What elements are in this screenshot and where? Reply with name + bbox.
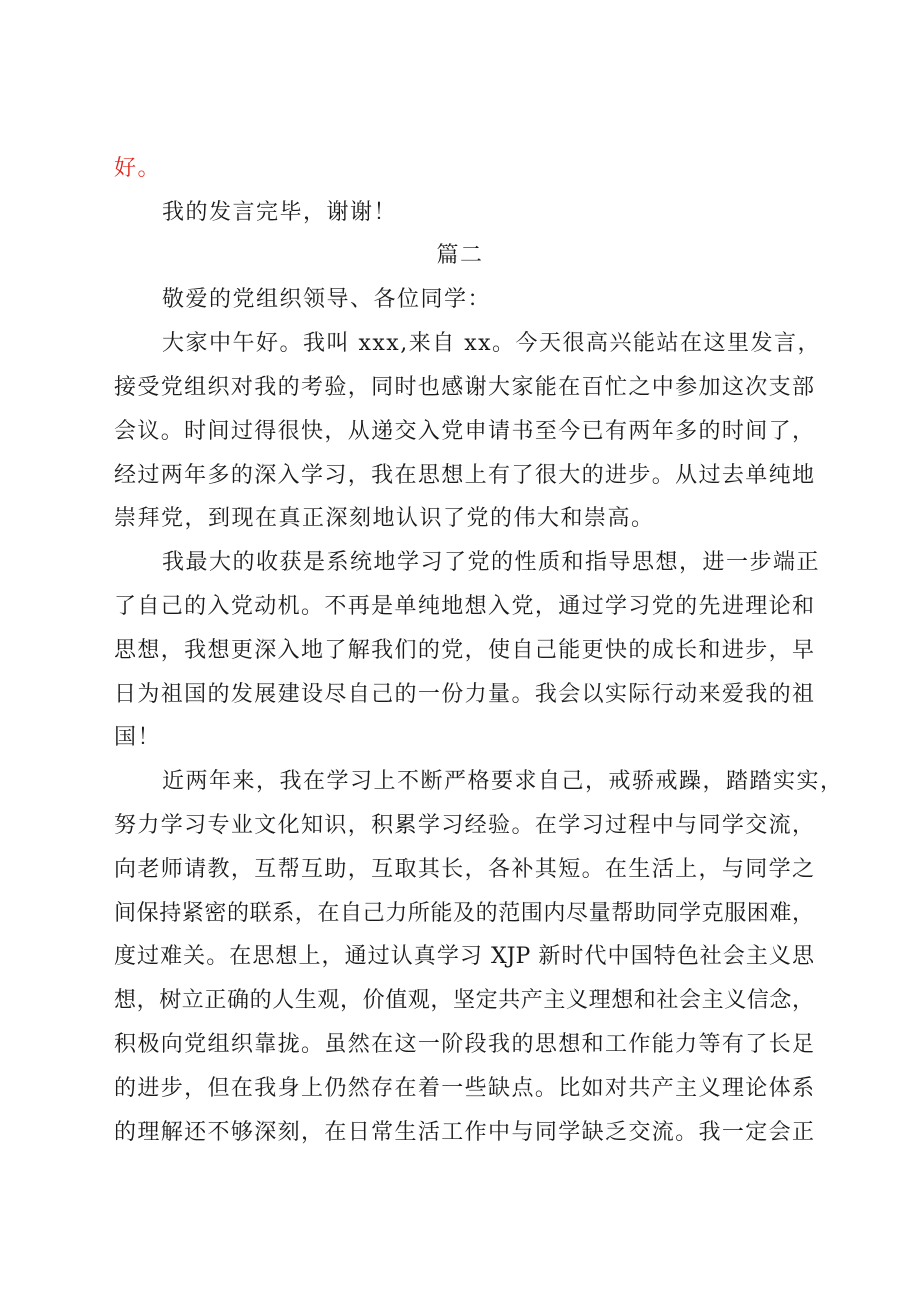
carry-over-line: 好。 [114,156,162,181]
paragraph-line: 国！ [114,725,162,750]
paragraph-line: 大家中午好。我叫 xxx,来自 xx。今天很高兴能站在这里发言， [162,331,822,356]
paragraph-line: 了自己的入党动机。不再是单纯地想入党，通过学习党的先进理论和 [114,594,814,619]
paragraph-line: 日为祖国的发展建设尽自己的一份力量。我会以实际行动来爱我的祖 [114,682,814,707]
paragraph-line: 努力学习专业文化知识，积累学习经验。在学习过程中与同学交流， [114,813,814,838]
paragraph-line: 的理解还不够深刻，在日常生活工作中与同学缺乏交流。我一定会正 [114,1120,814,1145]
paragraph-line: 思想，我想更深入地了解我们的党，使自己能更快的成长和进步，早 [114,638,814,663]
paragraph-line: 经过两年多的深入学习，我在思想上有了很大的进步。从过去单纯地 [114,463,814,488]
paragraph-line: 近两年来，我在学习上不断严格要求自己，戒骄戒躁，踏踏实实， [162,769,844,794]
salutation: 敬爱的党组织领导、各位同学： [162,287,492,312]
paragraph-line: 崇拜党，到现在真正深刻地认识了党的伟大和崇高。 [114,506,655,531]
paragraph-line: 间保持紧密的联系，在自己力所能及的范围内尽量帮助同学克服困难， [114,901,814,926]
paragraph-line: 会议。时间过得很快，从递交入党申请书至今已有两年多的时间了， [114,419,814,444]
paragraph-line: 向老师请教，互帮互助，互取其长，各补其短。在生活上，与同学之 [114,857,814,882]
paragraph-line: 度过难关。在思想上，通过认真学习 XJP 新时代中国特色社会主义思 [114,944,814,969]
section-title: 篇二 [436,243,484,268]
paragraph-line: 积极向党组织靠拢。虽然在这一阶段我的思想和工作能力等有了长足 [114,1032,814,1057]
paragraph-line: 的进步，但在我身上仍然存在着一些缺点。比如对共产主义理论体系 [114,1076,814,1101]
paragraph-line: 想，树立正确的人生观，价值观，坚定共产主义理想和社会主义信念， [114,988,814,1013]
closing-line: 我的发言完毕，谢谢！ [162,200,398,225]
paragraph-line: 我最大的收获是系统地学习了党的性质和指导思想，进一步端正 [162,550,821,575]
paragraph-line: 接受党组织对我的考验，同时也感谢大家能在百忙之中参加这次支部 [114,375,814,400]
